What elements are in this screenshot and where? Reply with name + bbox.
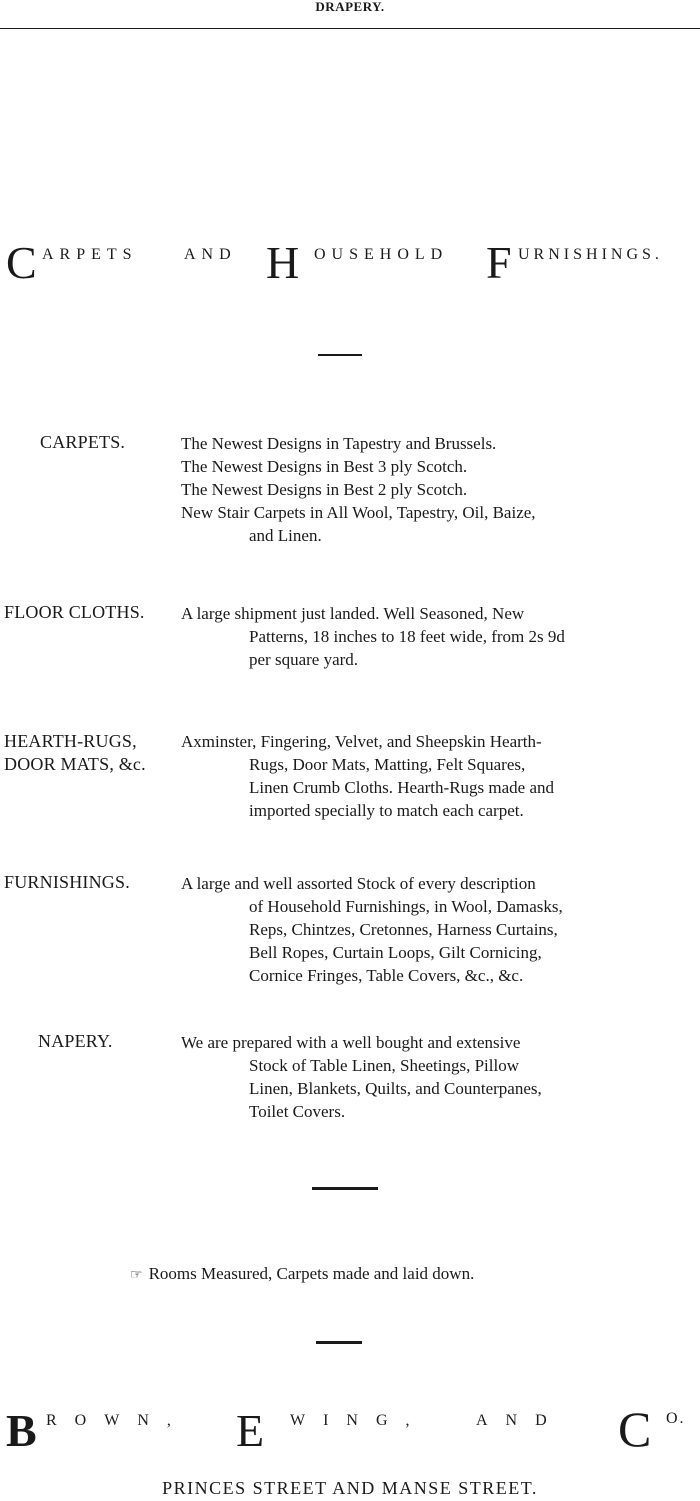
firm-word-and: AND: [476, 1412, 565, 1429]
desc-line: A large shipment just landed. Well Seasoned, New: [181, 604, 525, 623]
section-label-carpets: CARPETS.: [40, 432, 126, 452]
firm-address: PRINCES STREET AND MANSE STREET.: [162, 1478, 538, 1498]
section-label-napery: NAPERY.: [38, 1031, 113, 1051]
label-line: HEARTH-RUGS,: [4, 731, 137, 751]
desc-line: Rugs, Door Mats, Matting, Felt Squares,: [249, 755, 526, 774]
title-word-household: OUSEHOLD: [314, 246, 449, 263]
title-word-and: AND: [184, 246, 237, 263]
section-label-hearth-rugs: [4, 730, 146, 776]
pointing-hand-icon: ☞: [130, 1268, 143, 1283]
desc-line: The Newest Designs in Best 3 ply Scotch.: [181, 457, 468, 476]
desc-line: Linen Crumb Cloths. Hearth-Rugs made and: [249, 778, 555, 797]
section-label-floor-cloths: FLOOR CLOTHS.: [4, 602, 145, 622]
firm-initial-c: C: [618, 1401, 652, 1457]
section-desc-hearth-rugs: [181, 730, 554, 822]
title-initial-f: F: [486, 237, 512, 288]
desc-line: The Newest Designs in Tapestry and Brussels.: [181, 434, 497, 453]
desc-line: and Linen.: [249, 526, 322, 545]
section-desc-furnishings: [181, 872, 563, 987]
desc-line: Axminster, Fingering, Velvet, and Sheepskin Hearth-: [181, 732, 542, 751]
title-initial-c: C: [6, 237, 37, 288]
notice-text: Rooms Measured, Carpets made and laid down.: [148, 1264, 475, 1283]
desc-line: of Household Furnishings, in Wool, Damasks,: [249, 897, 563, 916]
desc-line: Linen, Blankets, Quilts, and Counterpanes,: [249, 1079, 542, 1098]
desc-line: A large and well assorted Stock of every description: [181, 874, 536, 893]
section-desc-floor-cloths: [181, 602, 565, 671]
divider-rule: [312, 1187, 378, 1190]
desc-line: per square yard.: [249, 650, 359, 669]
section-desc-carpets: [181, 432, 536, 547]
firm-initial-e: E: [236, 1405, 265, 1456]
section-desc-napery: [181, 1031, 542, 1123]
divider-rule: [318, 354, 362, 356]
divider-rule: [316, 1341, 362, 1344]
firm-name: [0, 1401, 700, 1468]
title-word-carpets: ARPETS: [42, 246, 138, 263]
title-word-furnishings: URNISHINGS.: [518, 246, 663, 263]
notice-line: [130, 1264, 474, 1284]
desc-line: We are prepared with a well bought and extensive: [181, 1033, 521, 1052]
desc-line: Patterns, 18 inches to 18 feet wide, from 2s 9d: [249, 627, 565, 646]
desc-line: imported specially to match each carpet.: [249, 801, 524, 820]
desc-line: New Stair Carpets in All Wool, Tapestry, Oil, Baize,: [181, 503, 536, 522]
desc-line: The Newest Designs in Best 2 ply Scotch.: [181, 480, 468, 499]
desc-line: Toilet Covers.: [249, 1102, 346, 1121]
desc-line: Stock of Table Linen, Sheetings, Pillow: [249, 1056, 519, 1075]
firm-word-co: O.: [666, 1410, 686, 1427]
label-line: DOOR MATS, &c.: [4, 754, 146, 774]
section-label-furnishings: FURNISHINGS.: [4, 872, 130, 892]
page-header: DRAPERY.: [315, 0, 385, 14]
title-initial-h: H: [266, 237, 300, 288]
firm-initial-b: B: [6, 1405, 37, 1456]
advert-title: [0, 237, 700, 290]
firm-word-brown: ROWN,: [46, 1412, 189, 1429]
desc-line: Cornice Fringes, Table Covers, &c., &c.: [249, 966, 524, 985]
firm-word-ewing: WING,: [290, 1412, 428, 1429]
header-rule: [0, 28, 700, 29]
desc-line: Bell Ropes, Curtain Loops, Gilt Cornicing,: [249, 943, 542, 962]
desc-line: Reps, Chintzes, Cretonnes, Harness Curtains,: [249, 920, 558, 939]
